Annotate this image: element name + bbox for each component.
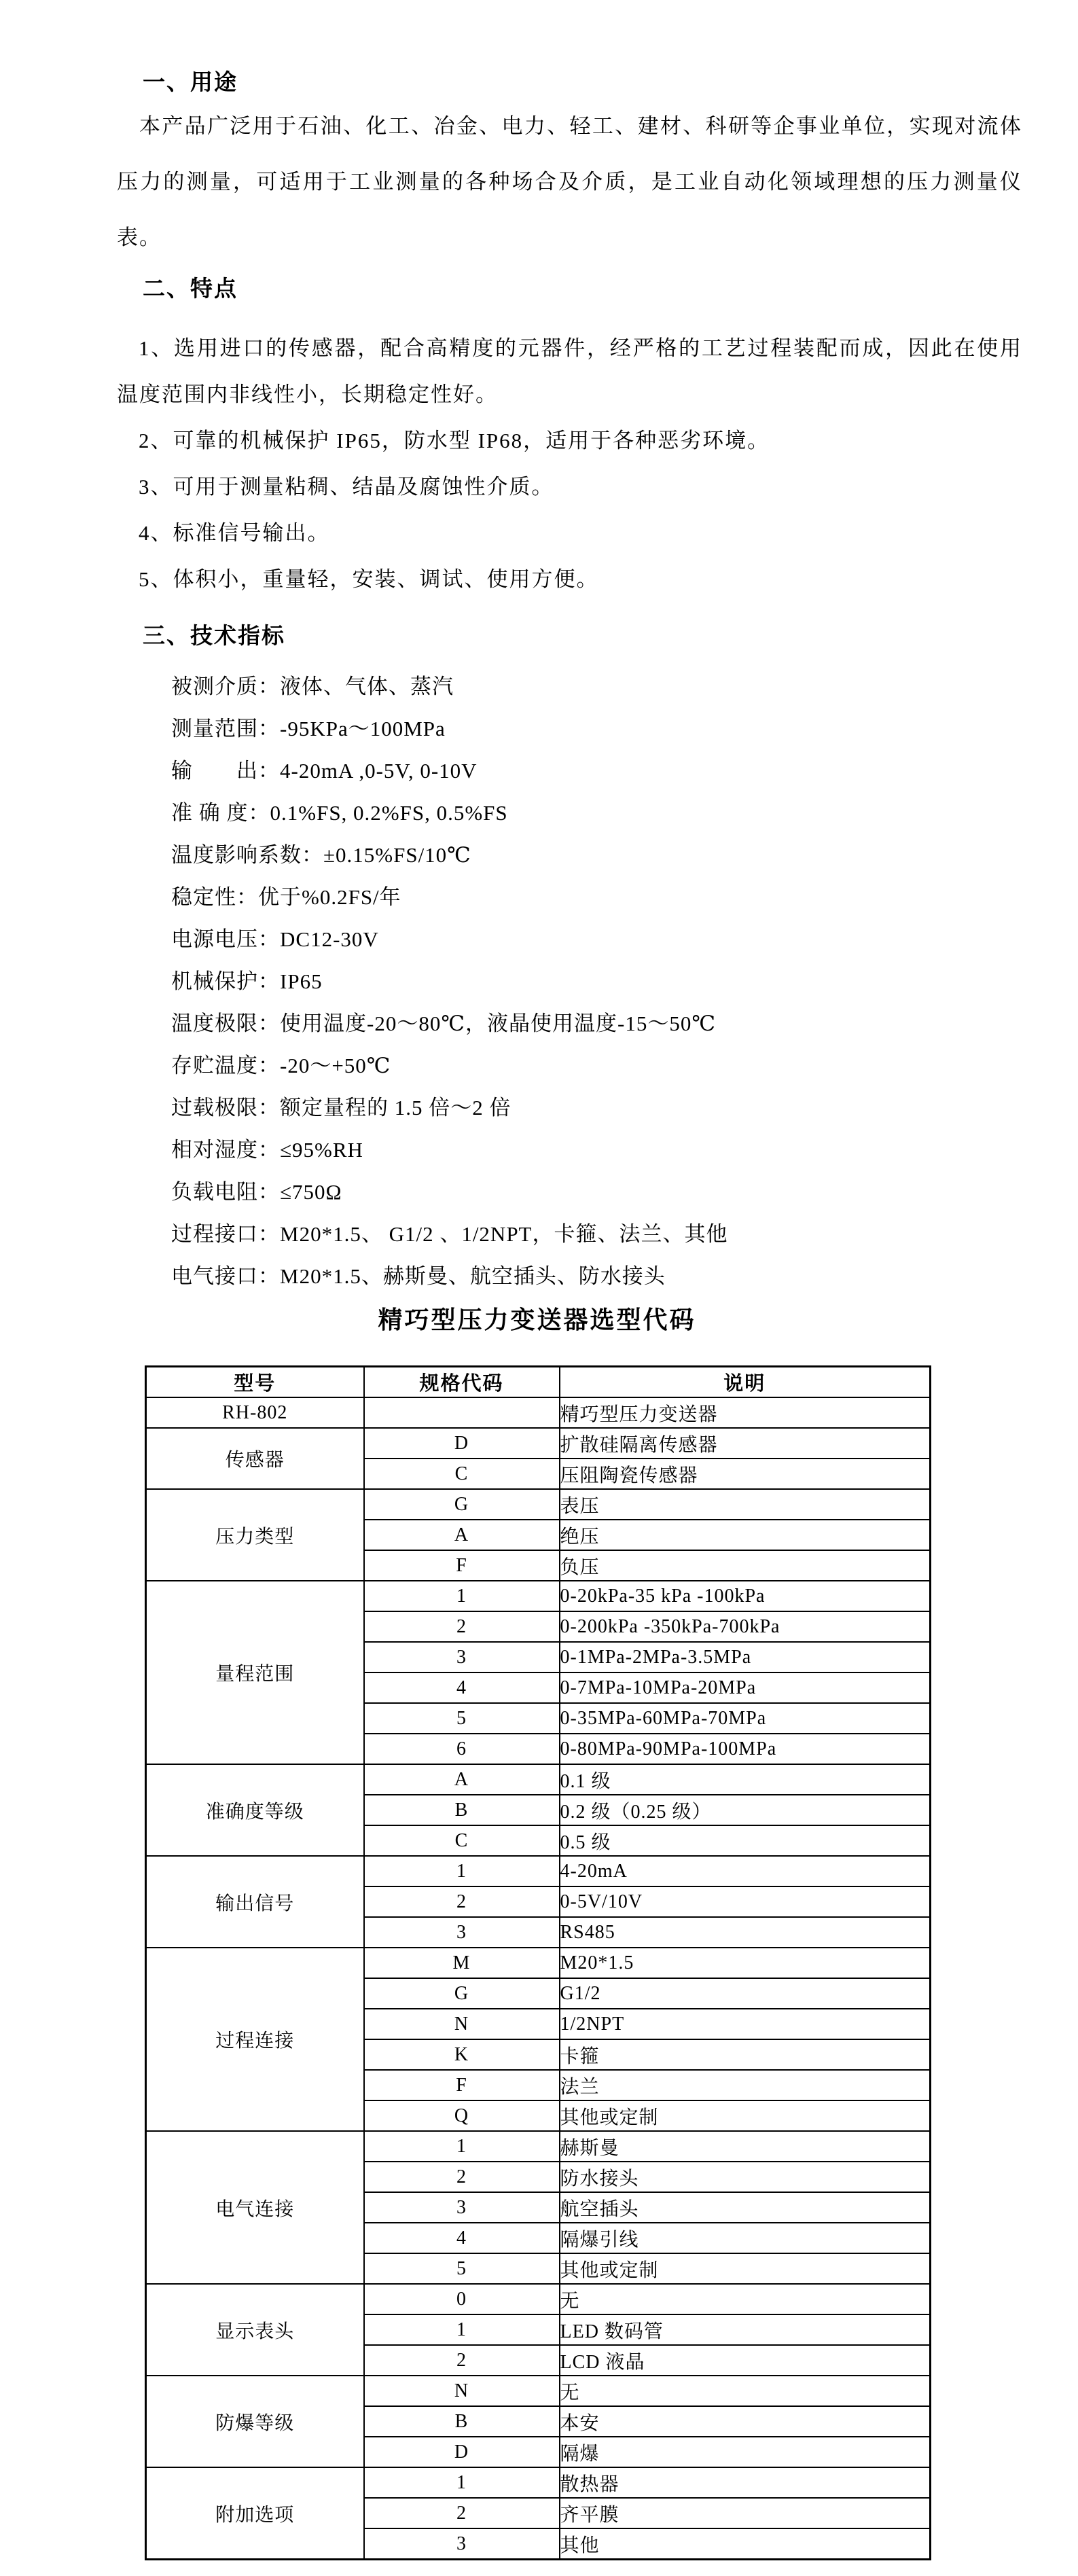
spec-code-cell: 1 bbox=[364, 2467, 560, 2498]
description-cell: 0-35MPa-60MPa-70MPa bbox=[560, 1703, 931, 1734]
feature-list bbox=[117, 325, 1022, 603]
spec-code-cell: 1 bbox=[364, 2314, 560, 2345]
group-label-cell: RH-802 bbox=[146, 1397, 364, 1428]
description-cell: 0-5V/10V bbox=[560, 1886, 931, 1917]
group-label-cell: 电气连接 bbox=[146, 2131, 364, 2284]
spec-line: 温度影响系数：±0.15%FS/10℃ bbox=[171, 843, 471, 867]
spec-line: 存贮温度：-20～+50℃ bbox=[171, 1054, 391, 1077]
spec-code-cell: D bbox=[364, 2437, 560, 2467]
spec-code-cell: C bbox=[364, 1459, 560, 1489]
description-cell: 齐平膜 bbox=[560, 2498, 931, 2528]
table-row bbox=[146, 1397, 931, 1428]
description-cell: 卡箍 bbox=[560, 2039, 931, 2070]
description-cell: RS485 bbox=[560, 1917, 931, 1948]
col-header-model: 型号 bbox=[146, 1367, 364, 1398]
description-cell: 负压 bbox=[560, 1550, 931, 1581]
feature-item: 5、体积小，重量轻，安装、调试、使用方便。 bbox=[139, 567, 599, 591]
spec-code-cell: N bbox=[364, 2376, 560, 2406]
spec-code-cell: N bbox=[364, 2009, 560, 2039]
group-label-cell: 过程连接 bbox=[146, 1948, 364, 2131]
spec-code-cell: 5 bbox=[364, 1703, 560, 1734]
description-cell: 0-80MPa-90MPa-100MPa bbox=[560, 1734, 931, 1764]
spec-code-cell: 2 bbox=[364, 1886, 560, 1917]
spec-code-cell: Q bbox=[364, 2100, 560, 2131]
spec-code-cell: 5 bbox=[364, 2253, 560, 2284]
description-cell: 航空插头 bbox=[560, 2192, 931, 2223]
spec-code-cell: 2 bbox=[364, 1611, 560, 1642]
spec-line: 电源电压：DC12-30V bbox=[171, 927, 379, 951]
table-row bbox=[146, 1856, 931, 1886]
group-label-cell: 附加选项 bbox=[146, 2467, 364, 2560]
spec-code-cell: M bbox=[364, 1948, 560, 1978]
group-label-cell: 量程范围 bbox=[146, 1581, 364, 1764]
feature-item: 4、标准信号输出。 bbox=[139, 521, 330, 545]
spec-code-cell: B bbox=[364, 1795, 560, 1825]
description-cell: G1/2 bbox=[560, 1978, 931, 2009]
table-row bbox=[146, 1428, 931, 1459]
spec-code-cell: G bbox=[364, 1489, 560, 1520]
selection-code-table bbox=[145, 1365, 931, 2560]
spec-code-cell: 1 bbox=[364, 1581, 560, 1611]
spec-code-cell: 6 bbox=[364, 1734, 560, 1764]
spec-line: 温度极限：使用温度-20～80℃，液晶使用温度-15～50℃ bbox=[171, 1012, 717, 1035]
spec-code-cell: 3 bbox=[364, 2192, 560, 2223]
spec-code-cell: 1 bbox=[364, 2131, 560, 2162]
spec-line: 过载极限：额定量程的 1.5 倍～2 倍 bbox=[171, 1096, 511, 1120]
description-cell: 0.2 级（0.25 级） bbox=[560, 1795, 931, 1825]
description-cell: 其他或定制 bbox=[560, 2100, 931, 2131]
spec-line: 电气接口：M20*1.5、赫斯曼、航空插头、防水接头 bbox=[171, 1264, 666, 1288]
description-cell: 隔爆 bbox=[560, 2437, 931, 2467]
spec-line: 稳定性：优于%0.2FS/年 bbox=[171, 885, 401, 909]
table-header-row bbox=[146, 1367, 931, 1398]
table-row bbox=[146, 1489, 931, 1520]
group-label-cell: 输出信号 bbox=[146, 1856, 364, 1948]
description-cell: 法兰 bbox=[560, 2070, 931, 2100]
spec-code-cell: B bbox=[364, 2406, 560, 2437]
table-row bbox=[146, 1581, 931, 1611]
spec-code-cell: 4 bbox=[364, 1672, 560, 1703]
description-cell: 赫斯曼 bbox=[560, 2131, 931, 2162]
spec-line: 测量范围：-95KPa～100MPa bbox=[171, 717, 446, 740]
feature-item: 3、可用于测量粘稠、结晶及腐蚀性介质。 bbox=[139, 475, 554, 499]
spec-line: 准 确 度：0.1%FS, 0.2%FS, 0.5%FS bbox=[171, 801, 508, 825]
spec-code-cell bbox=[364, 1397, 560, 1428]
description-cell: 其他 bbox=[560, 2528, 931, 2560]
description-cell: 4-20mA bbox=[560, 1856, 931, 1886]
description-cell: 0-7MPa-10MPa-20MPa bbox=[560, 1672, 931, 1703]
spec-line: 相对湿度：≤95%RH bbox=[171, 1138, 363, 1162]
table-row bbox=[146, 2284, 931, 2314]
col-header-code: 规格代码 bbox=[364, 1367, 560, 1398]
section-heading-specs: 三、技术指标 bbox=[143, 623, 285, 648]
spec-code-cell: 2 bbox=[364, 2345, 560, 2376]
spec-code-cell: F bbox=[364, 1550, 560, 1581]
description-cell: 散热器 bbox=[560, 2467, 931, 2498]
group-label-cell: 压力类型 bbox=[146, 1489, 364, 1581]
selection-code-title: 精巧型压力变送器选型代码 bbox=[378, 1306, 696, 1334]
spec-line: 过程接口：M20*1.5、 G1/2 、1/2NPT，卡箍、法兰、其他 bbox=[171, 1222, 728, 1246]
description-cell: 防水接头 bbox=[560, 2162, 931, 2192]
description-cell: 其他或定制 bbox=[560, 2253, 931, 2284]
spec-code-cell: 3 bbox=[364, 2528, 560, 2560]
description-cell: 0.5 级 bbox=[560, 1825, 931, 1856]
description-cell: 0-1MPa-2MPa-3.5MPa bbox=[560, 1642, 931, 1672]
spec-list bbox=[117, 666, 1022, 1298]
spec-code-cell: 2 bbox=[364, 2162, 560, 2192]
description-cell: 0-200kPa -350kPa-700kPa bbox=[560, 1611, 931, 1642]
description-cell: 隔爆引线 bbox=[560, 2223, 931, 2253]
table-row bbox=[146, 2467, 931, 2498]
spec-line: 机械保护：IP65 bbox=[171, 969, 323, 993]
spec-code-cell: 4 bbox=[364, 2223, 560, 2253]
description-cell: 1/2NPT bbox=[560, 2009, 931, 2039]
spec-line: 负载电阻：≤750Ω bbox=[171, 1180, 342, 1204]
description-cell: LCD 液晶 bbox=[560, 2345, 931, 2376]
description-cell: LED 数码管 bbox=[560, 2314, 931, 2345]
description-cell: 精巧型压力变送器 bbox=[560, 1397, 931, 1428]
description-cell: 0-20kPa-35 kPa -100kPa bbox=[560, 1581, 931, 1611]
table-row bbox=[146, 2376, 931, 2406]
description-cell: 0.1 级 bbox=[560, 1764, 931, 1795]
spec-code-cell: D bbox=[364, 1428, 560, 1459]
section-heading-features: 二、特点 bbox=[143, 276, 238, 301]
table-row bbox=[146, 1948, 931, 1978]
description-cell: 无 bbox=[560, 2284, 931, 2314]
spec-code-cell: 3 bbox=[364, 1917, 560, 1948]
col-header-desc: 说明 bbox=[560, 1367, 931, 1398]
description-cell: 无 bbox=[560, 2376, 931, 2406]
table-row bbox=[146, 2131, 931, 2162]
spec-line: 输 出：4-20mA ,0-5V, 0-10V bbox=[171, 759, 478, 783]
description-cell: 绝压 bbox=[560, 1520, 931, 1550]
group-label-cell: 防爆等级 bbox=[146, 2376, 364, 2467]
spec-code-cell: C bbox=[364, 1825, 560, 1856]
group-label-cell: 准确度等级 bbox=[146, 1764, 364, 1856]
spec-code-cell: 0 bbox=[364, 2284, 560, 2314]
description-cell: 表压 bbox=[560, 1489, 931, 1520]
table-row bbox=[146, 1764, 931, 1795]
description-cell: 扩散硅隔离传感器 bbox=[560, 1428, 931, 1459]
description-cell: 压阻陶瓷传感器 bbox=[560, 1459, 931, 1489]
spec-code-cell: 3 bbox=[364, 1642, 560, 1672]
usage-paragraph: 本产品广泛用于石油、化工、冶金、电力、轻工、建材、科研等企事业单位，实现对流体压力的测量，可适用于工业测量的各种场合及介质，是工业自动化领域理想的压力测量仪表。 bbox=[117, 114, 1022, 249]
spec-code-cell: 2 bbox=[364, 2498, 560, 2528]
spec-code-cell: K bbox=[364, 2039, 560, 2070]
spec-line: 被测介质：液体、气体、蒸汽 bbox=[171, 675, 454, 698]
description-cell: 本安 bbox=[560, 2406, 931, 2437]
spec-code-cell: 1 bbox=[364, 1856, 560, 1886]
spec-code-cell: F bbox=[364, 2070, 560, 2100]
description-cell: M20*1.5 bbox=[560, 1948, 931, 1978]
feature-item: 1、选用进口的传感器，配合高精度的元器件，经严格的工艺过程装配而成，因此在使用温度范围内非线性小，长期稳定性好。 bbox=[117, 336, 1022, 406]
group-label-cell: 显示表头 bbox=[146, 2284, 364, 2376]
feature-item: 2、可靠的机械保护 IP65，防水型 IP68，适用于各种恶劣环境。 bbox=[139, 429, 770, 452]
spec-code-cell: G bbox=[364, 1978, 560, 2009]
spec-code-cell: A bbox=[364, 1764, 560, 1795]
group-label-cell: 传感器 bbox=[146, 1428, 364, 1489]
spec-code-cell: A bbox=[364, 1520, 560, 1550]
section-heading-usage: 一、用途 bbox=[143, 69, 238, 94]
